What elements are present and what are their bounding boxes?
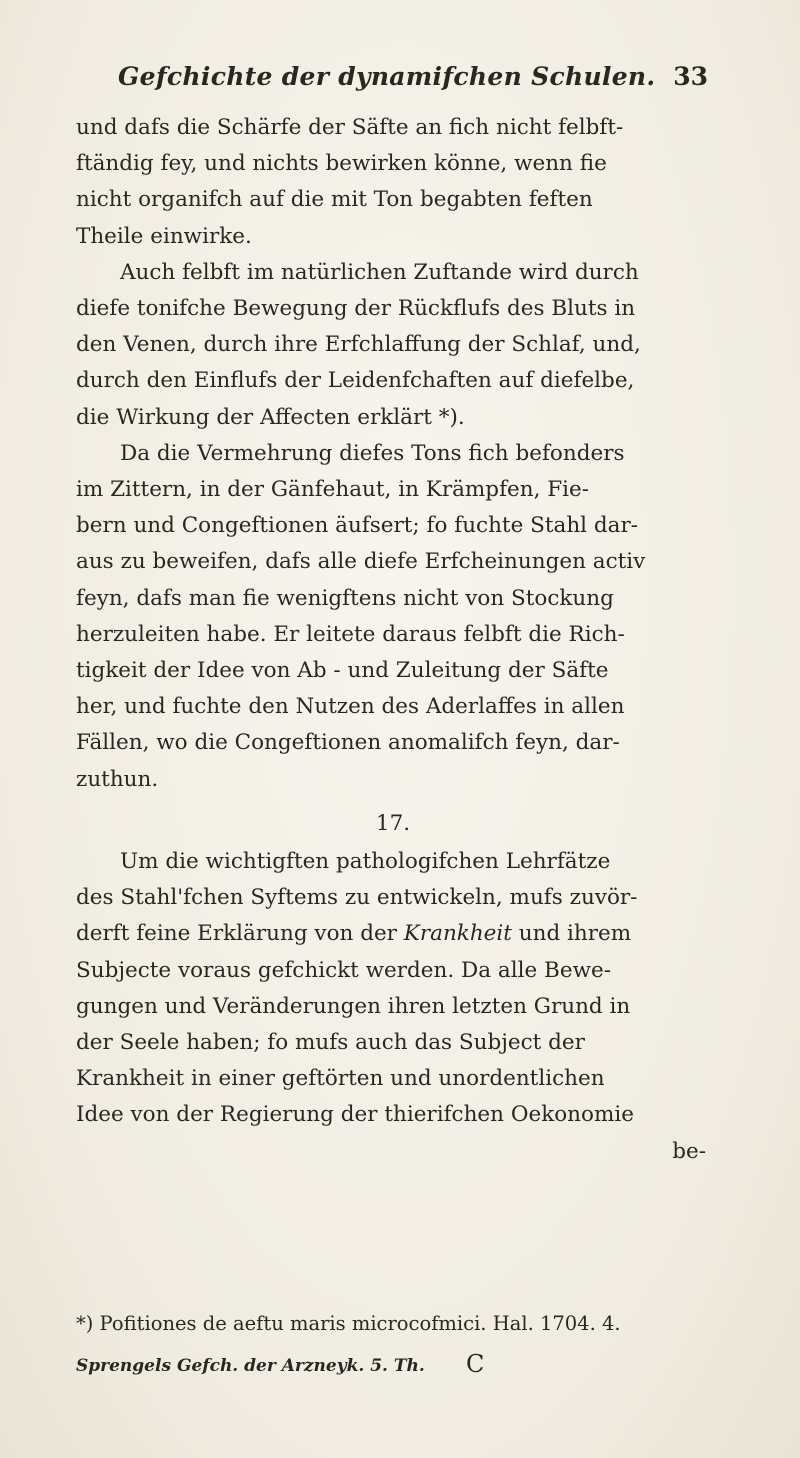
text-line: zuthun. xyxy=(76,766,159,792)
running-title: Gefchichte der dynamifchen Schulen. xyxy=(118,62,656,91)
text-line: des Stahl'fchen Syftems zu entwickeln, mufs zuvör- xyxy=(76,885,638,911)
text-line: bern und Congeftionen äufsert; fo fuchte Stahl dar- xyxy=(76,513,639,539)
text-segment: und ihrem xyxy=(511,921,632,947)
signature-line xyxy=(76,1350,696,1384)
text-line: Auch felbft im natürlichen Zuftande wird durch xyxy=(120,259,639,285)
page-number: 33 xyxy=(673,62,708,91)
text-line: die Wirkung der Affecten erklärt *). xyxy=(76,404,465,430)
text-line: nicht organifch auf die mit Ton begabten feften xyxy=(76,187,593,213)
text-line xyxy=(76,916,710,952)
text-line: im Zittern, in der Gänfehaut, in Krämpfen, Fie- xyxy=(76,477,590,503)
text-line: und dafs die Schärfe der Säfte an fich nicht felbft- xyxy=(76,115,624,140)
page-header xyxy=(118,62,708,102)
text-line: Subjecte voraus gefchickt werden. Da alle Bewe- xyxy=(76,957,611,983)
text-line: diefe tonifche Bewegung der Rückflufs des Bluts in xyxy=(76,296,636,322)
text-line: gungen und Veränderungen ihren letzten Grund in xyxy=(76,993,631,1019)
text-line: durch den Einflufs der Leidenfchaften auf diefelbe, xyxy=(76,368,635,394)
italic-term: Krankheit xyxy=(403,921,512,947)
text-line: ftändig fey, und nichts bewirken könne, wenn fie xyxy=(76,151,607,177)
text-line: Idee von der Regierung der thierifchen Oekonomie xyxy=(76,1102,634,1128)
text-line: Um die wichtigften pathologifchen Lehrfätze xyxy=(120,849,611,875)
text-line: her, und fuchte den Nutzen des Aderlaffes in allen xyxy=(76,694,625,720)
text-line: tigkeit der Idee von Ab - und Zuleitung der Säfte xyxy=(76,658,609,684)
signature-title: Sprengels Gefch. der Arzneyk. 5. Th. xyxy=(76,1356,425,1376)
text-line: Fällen, wo die Congeftionen anomalifch feyn, dar- xyxy=(76,730,620,756)
text-segment: derft feine Erklärung von der xyxy=(76,921,404,947)
footnote: *) Pofitiones de aeftu maris microcofmici. Hal. 1704. 4. xyxy=(76,1312,621,1335)
catchword: be- xyxy=(672,1138,706,1164)
text-line: der Seele haben; fo mufs auch das Subject der xyxy=(76,1030,585,1056)
signature-mark: C xyxy=(466,1350,485,1378)
text-line: feyn, dafs man fie wenigftens nicht von Stockung xyxy=(76,585,614,611)
text-line: herzuleiten habe. Er leitete daraus felbft die Rich- xyxy=(76,621,625,647)
body-text xyxy=(76,110,710,1170)
text-line: Theile einwirke. xyxy=(76,223,252,249)
text-line: aus zu beweifen, dafs alle diefe Erfcheinungen activ xyxy=(76,549,646,575)
text-line: Krankheit in einer geftörten und unordentlichen xyxy=(76,1066,605,1092)
text-line: Da die Vermehrung diefes Tons fich befonders xyxy=(120,440,625,466)
section-number: 17. xyxy=(375,810,411,836)
text-line: den Venen, durch ihre Erfchlaffung der Schlaf, und, xyxy=(76,332,641,358)
